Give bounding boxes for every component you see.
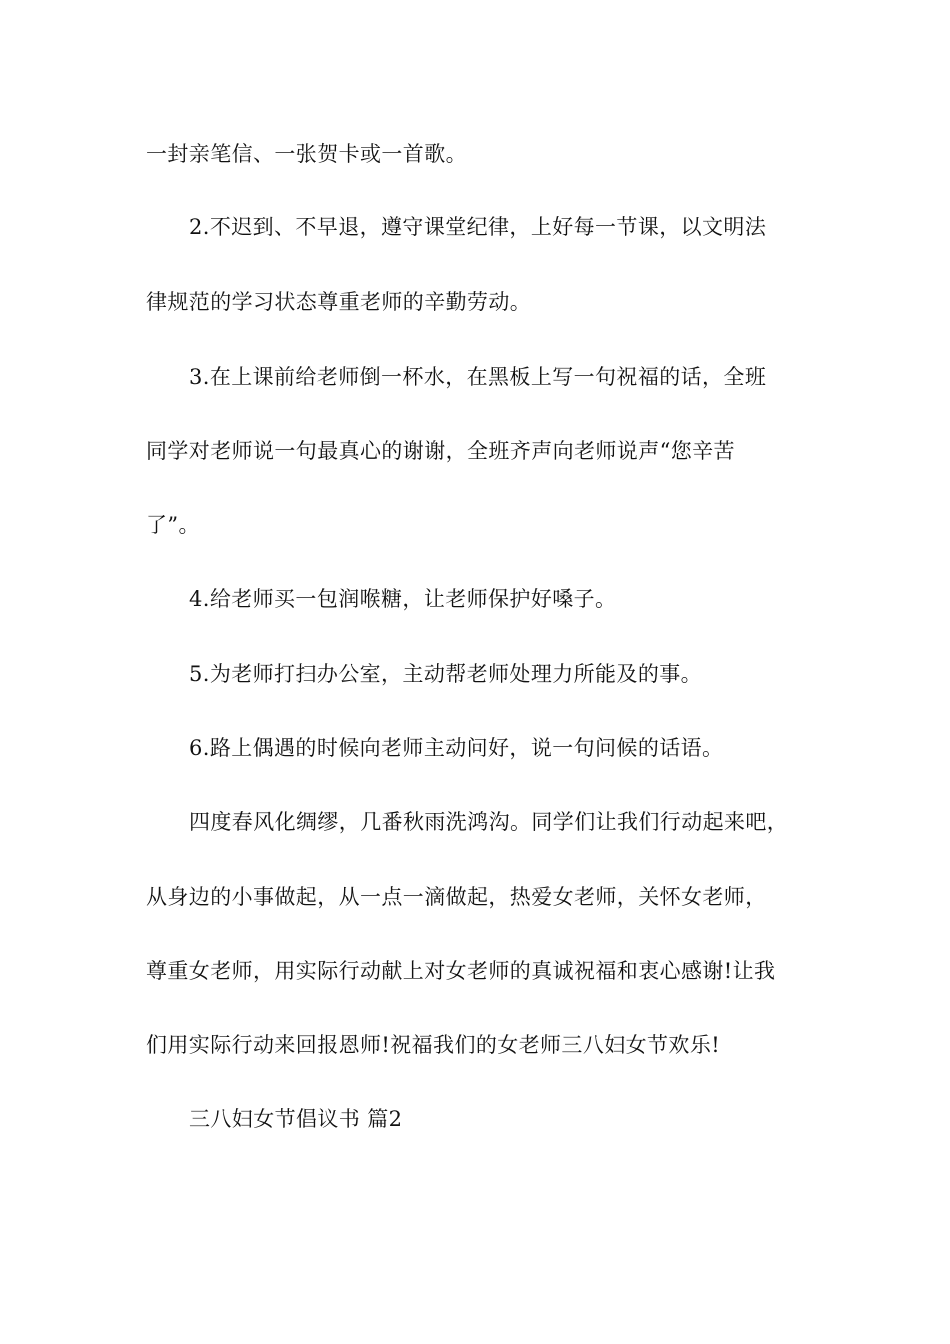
text-line: 们用实际行动来回报恩师!祝福我们的女老师三八妇女节欢乐! (146, 1033, 721, 1057)
text-line: 了”。 (146, 513, 200, 537)
text-line: 5.为老师打扫办公室，主动帮老师处理力所能及的事。 (189, 662, 703, 686)
text-line: 尊重女老师，用实际行动献上对女老师的真诚祝福和衷心感谢!让我 (146, 959, 776, 983)
text-line: 2.不迟到、不早退，遵守课堂纪律，上好每一节课，以文明法 (189, 215, 767, 239)
text-line: 3.在上课前给老师倒一杯水，在黑板上写一句祝福的话，全班 (189, 365, 767, 389)
text-line: 从身边的小事做起，从一点一滴做起，热爱女老师，关怀女老师， (146, 885, 767, 909)
text-line: 四度春风化绸缪，几番秋雨洗鸿沟。同学们让我们行动起来吧， (189, 810, 789, 834)
text-line: 6.路上偶遇的时候向老师主动问好，说一句问候的话语。 (189, 736, 724, 760)
text-line: 4.给老师买一包润喉糖，让老师保护好嗓子。 (189, 587, 617, 611)
text-line: 律规范的学习状态尊重老师的辛勤劳动。 (146, 290, 532, 314)
text-line: 一封亲笔信、一张贺卡或一首歌。 (146, 142, 467, 166)
section-heading: 三八妇女节倡议书 篇2 (189, 1107, 403, 1131)
text-line: 同学对老师说一句最真心的谢谢，全班齐声向老师说声“您辛苦 (146, 439, 735, 463)
